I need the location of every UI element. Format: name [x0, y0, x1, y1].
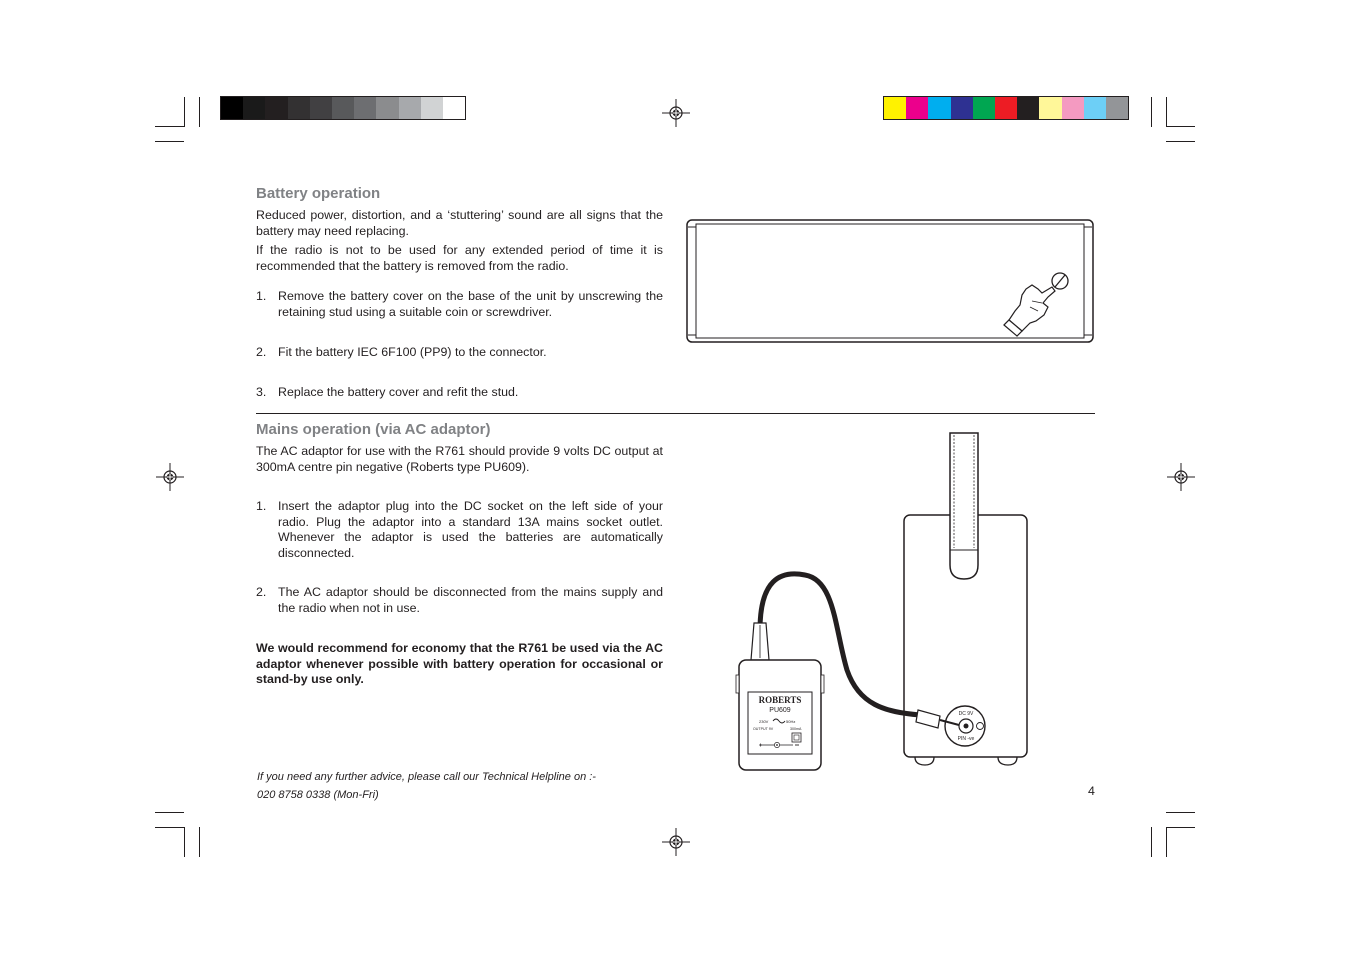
registration-target-right — [1167, 463, 1195, 491]
registration-target-bottom — [662, 828, 690, 856]
hand-unscrewing-stud-icon — [1004, 273, 1068, 336]
color-bar-frame — [220, 96, 466, 120]
mains-step-2-number: 2. — [256, 585, 267, 599]
registration-target-left — [156, 463, 184, 491]
mains-step-2-text: The AC adaptor should be disconnected from the mains supply and the radio when not in use. — [278, 585, 663, 615]
battery-heading: Battery operation — [256, 185, 381, 202]
mains-step-1-number: 1. — [256, 499, 267, 513]
battery-step-3-number: 3. — [256, 385, 267, 399]
battery-cover-illustration — [686, 219, 1095, 345]
radio-adaptor-illustration — [735, 430, 1035, 775]
adaptor-input-voltage: 230V — [759, 719, 769, 724]
registration-target-top — [662, 99, 690, 127]
economy-recommendation: We would recommend for economy that the R761 be used via the AC adaptor whenever possible with battery operation for occasional or stand-by use only. — [256, 641, 663, 687]
adaptor-brand: ROBERTS — [758, 695, 802, 705]
mains-step-1-text: Insert the adaptor plug into the DC socket on the left side of your radio. Plug the adaptor into a standard 13A mains socket outlet. Whenever the adaptor is used the batteries are automatically disconnected. — [278, 499, 663, 561]
ac-adaptor — [736, 623, 824, 770]
page-number: 4 — [1088, 784, 1095, 798]
battery-step-2-number: 2. — [256, 345, 267, 359]
battery-step-2-text: Fit the battery IEC 6F100 (PP9) to the connector. — [278, 345, 547, 359]
mains-heading: Mains operation (via AC adaptor) — [256, 421, 491, 438]
battery-paragraph-1: Reduced power, distortion, and a ‘stuttering’ sound are all signs that the battery may need replacing. — [256, 208, 663, 238]
battery-paragraph-2: If the radio is not to be used for any extended period of time it is recommended that the battery is removed from the radio. — [256, 243, 663, 273]
section-divider — [256, 413, 1095, 414]
color-bar-frame — [883, 96, 1129, 120]
helpline-number: 020 8758 0338 (Mon-Fri) — [257, 789, 379, 801]
battery-step-3-text: Replace the battery cover and refit the stud. — [278, 385, 519, 399]
helpline-text: If you need any further advice, please call our Technical Helpline on :- — [257, 771, 596, 783]
socket-label-top: DC 9V — [958, 711, 974, 717]
battery-step-1-number: 1. — [256, 289, 267, 303]
adaptor-model: PU609 — [769, 707, 791, 714]
adaptor-frequency: 50Hz — [786, 719, 796, 724]
adaptor-current: 300mA — [790, 727, 802, 731]
mains-paragraph-1: The AC adaptor for use with the R761 should provide 9 volts DC output at 300mA centre pin negative (Roberts type PU609). — [256, 444, 663, 474]
battery-step-1-text: Remove the battery cover on the base of the unit by unscrewing the retaining stud using a suitable coin or screwdriver. — [278, 289, 663, 319]
socket-label-bottom: PIN -ve — [957, 736, 975, 742]
adaptor-output: OUTPUT 9V — [753, 727, 774, 731]
